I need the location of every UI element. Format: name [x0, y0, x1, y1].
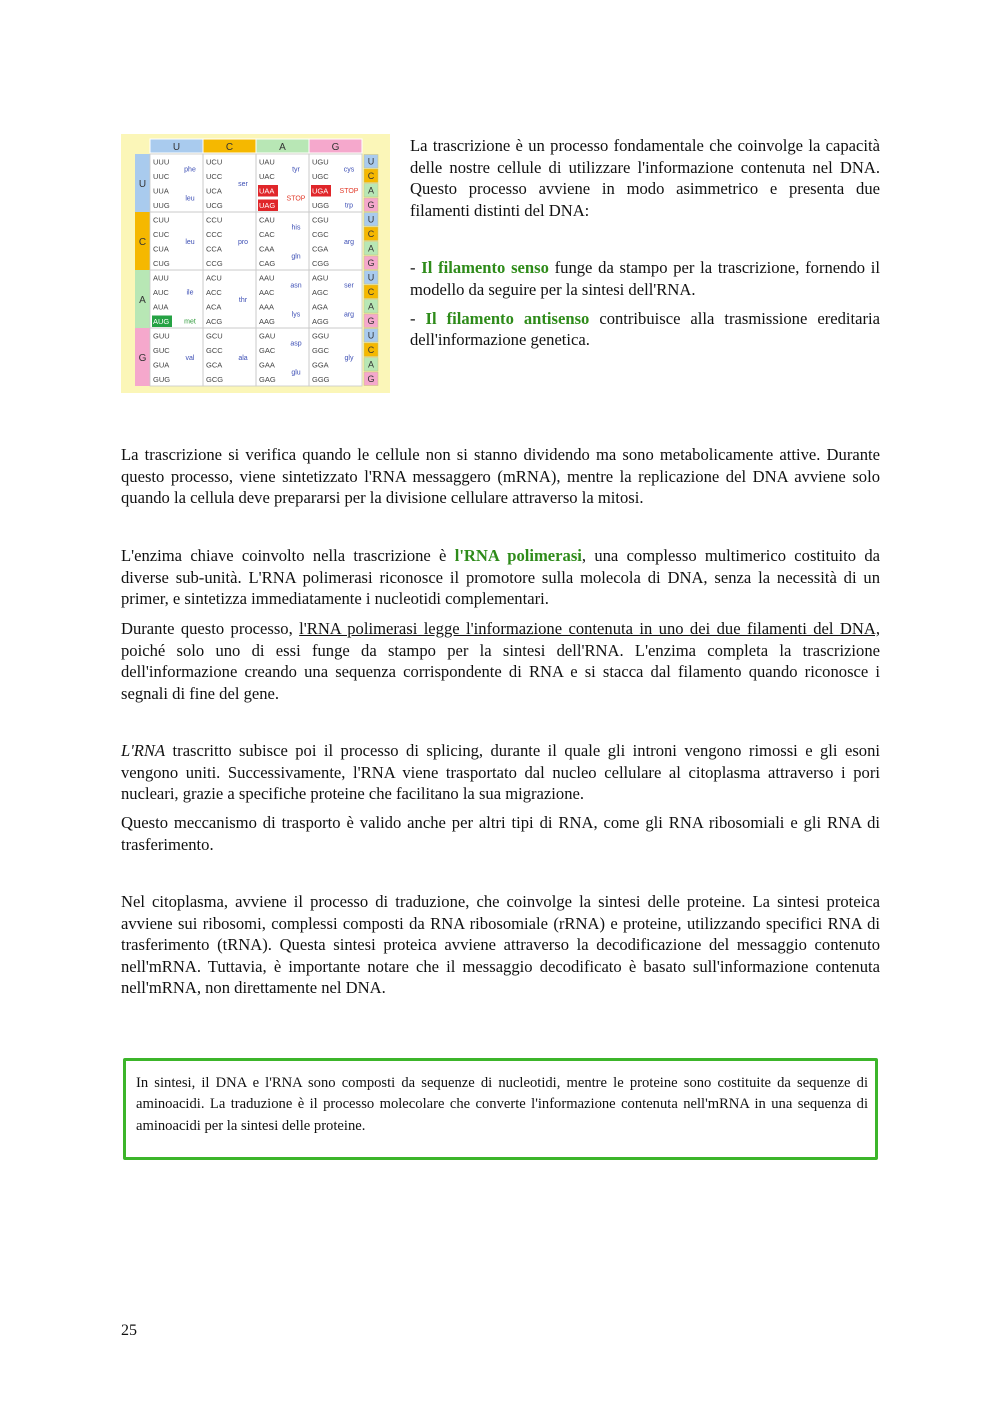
codon-label: CAG — [259, 259, 276, 268]
column-header-label: A — [279, 142, 286, 153]
codon-label: GUG — [153, 375, 171, 384]
process-text-a: Durante questo processo, — [121, 619, 300, 638]
third-base-label: C — [367, 229, 375, 239]
codon-label: AAA — [259, 302, 275, 312]
amino-acid-label: STOP — [339, 188, 359, 195]
codon-label: CUA — [153, 244, 169, 254]
codon-label: UAU — [259, 157, 275, 167]
codon-table-graphic — [121, 134, 390, 393]
codon-label: UGG — [312, 201, 330, 210]
codon-label: UCU — [206, 157, 223, 167]
codon-label: GCG — [206, 375, 224, 384]
rna-polymerase-paragraph — [121, 545, 880, 610]
codon-label: CAC — [259, 230, 275, 239]
amino-acid-label: leu — [185, 195, 195, 203]
enzyme-text-a: L'enzima chiave coinvolto nella trascrizione è — [121, 546, 455, 565]
third-base-label: G — [367, 258, 375, 268]
third-base-label: A — [367, 243, 375, 254]
amino-acid-label: asn — [290, 282, 302, 290]
amino-acid-label: ala — [238, 354, 248, 362]
column-header-label: G — [331, 142, 340, 153]
third-base-label: G — [367, 316, 375, 326]
codon-label: UGA — [312, 186, 329, 196]
third-base-label: G — [367, 374, 375, 384]
codon-label: GUA — [153, 360, 170, 370]
sense-strand-paragraph — [410, 257, 880, 300]
third-base-label: U — [367, 272, 375, 283]
amino-acid-label: ile — [186, 289, 194, 297]
process-underlined-text: l'RNA polimerasi legge l'informazione contenuta in uno dei due filamenti del DNA, — [299, 619, 880, 638]
codon-label: GAG — [259, 375, 276, 384]
row-header-label: G — [138, 353, 147, 364]
row-header-label: C — [138, 237, 147, 248]
process-text-b: poiché solo uno di essi funge da stampo per la sintesi dell'RNA. L'enzima completa la trascrizione dell'informazione creando una sequenza corrispondente di RNA e si stacca dal filamento quando riconosce i segnali di fine del gene. — [121, 640, 880, 703]
third-base-label: U — [367, 156, 375, 167]
amino-acid-label: arg — [343, 311, 355, 319]
amino-acid-label: STOP — [286, 195, 306, 203]
codon-label: AUC — [153, 288, 169, 297]
amino-acid-label: met — [184, 318, 196, 326]
amino-acid-label: trp — [344, 202, 354, 210]
codon-label: UAC — [259, 172, 275, 181]
codon-label: AGG — [312, 317, 329, 326]
codon-label: AGC — [312, 288, 329, 297]
codon-label: UUA — [153, 186, 169, 196]
amino-acid-label: ser — [344, 282, 354, 290]
codon-label: GAU — [259, 331, 276, 341]
sense-strand-term: Il filamento senso — [421, 258, 549, 278]
splicing-italic-term: L'RNA — [121, 741, 166, 760]
codon-label: AUG — [153, 317, 170, 326]
amino-acid-label: val — [185, 354, 195, 362]
amino-acid-label: tyr — [292, 166, 300, 174]
codon-label: UCC — [206, 172, 223, 181]
third-base-label: C — [367, 345, 375, 355]
codon-label: AAG — [259, 317, 275, 326]
intro-text-block — [410, 135, 880, 351]
translation-paragraph: Nel citoplasma, avviene il processo di traduzione, che coinvolge la sintesi delle proteine. La sintesi proteica avviene sui ribosomi, complessi composti da RNA ribosomiale (rRNA) e proteine, utilizzando specifici RNA di trasferimento (tRNA). Questa sintesi proteica avviene attraverso la decodificazione del messaggio contenuto nell'mRNA. Tuttavia, è importante notare che il messaggio decodificato è basato sull'informazione contenuta nell'mRNA, non direttamente nel DNA. — [121, 892, 880, 998]
codon-label: AGA — [312, 302, 328, 312]
third-base-label: A — [367, 301, 375, 312]
bullet-dash: - — [410, 258, 422, 278]
page-number: 25 — [121, 1322, 137, 1339]
codon-label: GGU — [312, 331, 330, 341]
antisense-strand-paragraph — [410, 308, 880, 351]
codon-label: UCG — [206, 201, 223, 210]
sense-strand-description: funge da stampo per la trascrizione, fornendo il modello da seguire per la sintesi dell'RNA. — [410, 258, 880, 299]
amino-acid-label: pro — [237, 238, 249, 246]
codon-label: UUC — [153, 172, 170, 181]
codon-label: CCC — [206, 230, 223, 239]
splicing-text: trascritto subisce poi il processo di splicing, durante il quale gli introni vengono rimossi e gli esoni vengono uniti. Successivamente, l'RNA viene trasportato dal nucleo cellulare al citoplasma attraverso i pori nucleari, grazie a specifiche proteine che facilitano la sua migrazione. — [121, 741, 880, 804]
codon-label: CUC — [153, 230, 170, 239]
codon-label: GAC — [259, 346, 276, 355]
codon-label: AGU — [312, 273, 329, 283]
codon-label: CGA — [312, 244, 329, 254]
third-base-label: A — [367, 359, 375, 370]
amino-acid-label: arg — [343, 238, 355, 246]
codon-label: GGG — [312, 375, 330, 384]
codon-label: CCA — [206, 244, 222, 254]
amino-acid-label: thr — [238, 296, 248, 304]
splicing-paragraph — [121, 740, 880, 805]
third-base-label: C — [367, 171, 375, 181]
codon-label: GCA — [206, 360, 223, 370]
codon-label: UGC — [312, 172, 329, 181]
codon-label: UUU — [153, 157, 170, 167]
codon-label: GGC — [312, 346, 330, 355]
antisense-strand-description: contribuisce alla trasmissione ereditaria dell'informazione genetica. — [410, 308, 880, 350]
codon-label: AAU — [259, 273, 275, 283]
amino-acid-label: lys — [291, 311, 301, 319]
codon-label: CCG — [206, 259, 223, 268]
column-header-label: U — [172, 142, 181, 153]
row-header-label: A — [139, 295, 146, 306]
codon-table-figure — [121, 134, 390, 393]
codon-label: GAA — [259, 360, 275, 370]
codon-label: CUU — [153, 215, 170, 225]
codon-label: UGU — [312, 157, 329, 167]
third-base-label: C — [367, 287, 375, 297]
enzyme-text-b: , una complesso multimerico costituito da diverse sub-unità. L'RNA polimerasi riconosce il promotore sulla molecola di DNA, senza la necessità di un primer, e sintetizza immediatamente i nucleotidi complementari. — [121, 546, 880, 609]
amino-acid-label: cys — [343, 166, 355, 174]
codon-label: AAC — [259, 288, 275, 297]
row-header-label: U — [138, 179, 147, 190]
column-header-label: C — [225, 142, 234, 153]
summary-text: In sintesi, il DNA e l'RNA sono composti da sequenze di nucleotidi, mentre le proteine sono costituite da sequenze di aminoacidi. La traduzione è il processo molecolare che converte l'informazione contenuta nell'mRNA in una sequenza di aminoacidi per la sintesi delle proteine. — [136, 1075, 868, 1134]
amino-acid-label: his — [291, 224, 301, 232]
transport-paragraph: Questo meccanismo di trasporto è valido anche per altri tipi di RNA, come gli RNA ribosomiali e gli RNA di trasferimento. — [121, 813, 880, 854]
codon-label: GCC — [206, 346, 223, 355]
codon-label: GUU — [153, 331, 170, 341]
summary-box — [123, 1058, 878, 1160]
amino-acid-label: gln — [291, 253, 301, 261]
codon-label: CGG — [312, 259, 330, 268]
amino-acid-label: ser — [238, 180, 248, 188]
amino-acid-label: glu — [291, 369, 301, 377]
antisense-strand-term: Il filamento antisenso — [425, 308, 590, 328]
codon-label: CAU — [259, 215, 275, 225]
codon-label: ACA — [206, 302, 222, 312]
intro-paragraph: La trascrizione è un processo fondamentale che coinvolge la capacità delle nostre cellule di utilizzare l'informazione contenuta nel DNA. Questo processo avviene in modo asimmetrico e presenta due filamenti distinti del DNA: — [410, 136, 880, 220]
process-paragraph — [121, 618, 880, 704]
codon-label: CCU — [206, 215, 223, 225]
third-base-label: U — [367, 214, 375, 225]
codon-label: ACG — [206, 317, 223, 326]
codon-label: AUA — [153, 302, 169, 312]
codon-label: UAG — [259, 201, 276, 210]
third-base-label: A — [367, 185, 375, 196]
codon-label: UCA — [206, 186, 222, 196]
codon-label: GGA — [312, 360, 329, 370]
third-base-label: G — [367, 200, 375, 210]
codon-label: GUC — [153, 346, 170, 355]
bullet-dash: - — [410, 308, 426, 328]
codon-label: CUG — [153, 259, 170, 268]
third-base-label: U — [367, 330, 375, 341]
rna-polymerase-term: l'RNA polimerasi — [454, 546, 582, 565]
codon-label: CGU — [312, 215, 329, 225]
codon-label: UAA — [259, 186, 275, 196]
codon-label: CAA — [259, 244, 275, 254]
amino-acid-label: phe — [184, 166, 196, 174]
amino-acid-label: leu — [185, 238, 195, 246]
amino-acid-label: gly — [344, 354, 354, 362]
codon-label: GCU — [206, 331, 223, 341]
codon-label: ACU — [206, 273, 222, 283]
codon-label: CGC — [312, 230, 329, 239]
codon-label: UUG — [153, 201, 170, 210]
metabolic-paragraph: La trascrizione si verifica quando le cellule non si stanno dividendo ma sono metabolicamente attive. Durante questo processo, viene sintetizzato l'RNA messaggero (mRNA), mentre la replicazione del DNA avviene solo quando la cellula deve prepararsi per la divisione cellulare attraverso la mitosi. — [121, 445, 880, 508]
codon-label: AUU — [153, 273, 169, 283]
amino-acid-label: asp — [290, 340, 302, 348]
codon-label: ACC — [206, 288, 222, 297]
